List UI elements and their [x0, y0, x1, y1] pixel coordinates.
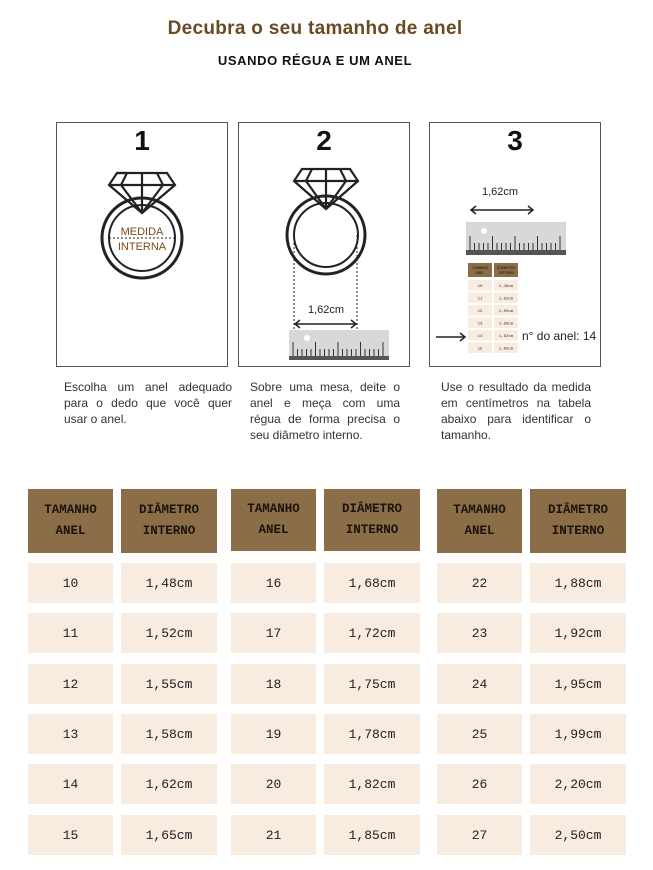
header-diameter	[324, 489, 420, 551]
header-size	[28, 489, 113, 553]
mini-table-header-text: DIÂMETRO	[496, 267, 516, 271]
size-cell: 16	[231, 563, 316, 603]
header-size	[437, 489, 522, 553]
header-text: TAMANHO	[247, 502, 300, 516]
mini-table-header-text: TAMANHO	[472, 267, 488, 271]
header-diameter	[121, 489, 217, 553]
diameter-cell: 1,88cm	[530, 563, 626, 603]
diameter-cell: 1,68cm	[324, 563, 420, 603]
measure-label: 1,62cm	[307, 304, 345, 316]
diameter-cell: 1,58cm	[121, 714, 217, 754]
step-3-panel	[429, 122, 601, 367]
step-number: 2	[316, 125, 332, 156]
size-cell: 25	[437, 714, 522, 754]
step-1-description: Escolha um anel adequado para o dedo que você quer usar o anel.	[64, 380, 232, 426]
diameter-cell: 1,99cm	[530, 714, 626, 754]
step-number: 1	[134, 125, 150, 156]
step-1-panel	[56, 122, 228, 367]
mini-table-cell-text: 1,55cm	[498, 310, 514, 314]
diameter-cell: 1,85cm	[324, 815, 420, 855]
mini-table-header-text: ANEL	[475, 272, 485, 276]
step-2-description: Sobre uma mesa, deite o anel e meça com uma régua de forma precisa o seu diâmetro interno.	[250, 380, 400, 442]
header-text: DIÂMETRO	[138, 503, 199, 517]
diameter-cell: 1,55cm	[121, 664, 217, 704]
mini-table-header-text: INTERNO	[498, 272, 514, 276]
diameter-cell: 1,62cm	[121, 764, 217, 804]
step-2-panel	[238, 122, 410, 367]
diameter-cell: 1,72cm	[324, 613, 420, 653]
size-cell: 14	[28, 764, 113, 804]
header-text: ANEL	[258, 523, 289, 537]
diameter-cell: 1,75cm	[324, 664, 420, 704]
header-text: TAMANHO	[44, 503, 97, 517]
page-subtitle: USANDO RÉGUA E UM ANEL	[217, 53, 413, 68]
diameter-cell: 1,78cm	[324, 714, 420, 754]
mini-table-cell-text: 15	[477, 347, 483, 352]
ring-ruler-icon	[239, 123, 411, 368]
header-text: DIÂMETRO	[547, 503, 608, 517]
mini-table-cell-text: 1,62cm	[498, 335, 514, 339]
ring-label-line2: INTERNA	[117, 241, 167, 253]
mini-table-cell-text: 1,65cm	[498, 347, 514, 352]
mini-table-cell-text: 1,48cm	[498, 285, 514, 289]
size-cell: 21	[231, 815, 316, 855]
mini-table-cell-text: 14	[477, 335, 483, 339]
mini-table-cell-text: 13	[477, 322, 483, 327]
ring-number-pointer: n° do anel: 14	[522, 329, 597, 343]
size-cell: 22	[437, 563, 522, 603]
mini-table-cell-text: 12	[477, 310, 483, 314]
header-text: TAMANHO	[453, 503, 506, 517]
size-cell: 10	[28, 563, 113, 603]
size-cell: 18	[231, 664, 316, 704]
size-cell: 19	[231, 714, 316, 754]
ring-label-line1: MEDIDA	[120, 226, 164, 238]
ring-measure-icon	[57, 123, 229, 368]
diameter-cell: 1,52cm	[121, 613, 217, 653]
header-text: INTERNO	[142, 524, 196, 538]
size-cell: 24	[437, 664, 522, 704]
mini-table-cell-text: 11	[477, 297, 483, 302]
diameter-cell: 1,92cm	[530, 613, 626, 653]
header-text: INTERNO	[345, 523, 399, 537]
size-cell: 11	[28, 613, 113, 653]
mini-table-cell-text: 1,52cm	[498, 297, 514, 302]
header-diameter	[530, 489, 626, 553]
size-cell: 27	[437, 815, 522, 855]
diameter-cell: 1,65cm	[121, 815, 217, 855]
size-cell: 23	[437, 613, 522, 653]
diameter-cell: 1,95cm	[530, 664, 626, 704]
size-cell: 20	[231, 764, 316, 804]
diameter-cell: 2,50cm	[530, 815, 626, 855]
size-cell: 17	[231, 613, 316, 653]
mini-table-cell-text: 10	[477, 285, 483, 289]
header-text: ANEL	[464, 524, 495, 538]
header-text: INTERNO	[551, 524, 605, 538]
size-cell: 12	[28, 664, 113, 704]
page-title: Decubra o seu tamanho de anel	[167, 18, 463, 39]
size-cell: 26	[437, 764, 522, 804]
mini-table-cell-text: 1,58cm	[498, 322, 514, 327]
measure-label: 1,62cm	[481, 186, 519, 198]
size-cell: 13	[28, 714, 113, 754]
step-3-description: Use o resultado da medida em centímetros na tabela abaixo para identificar o tamanho.	[441, 380, 591, 442]
header-text: DIÂMETRO	[341, 502, 402, 516]
diameter-cell: 1,48cm	[121, 563, 217, 603]
size-cell: 15	[28, 815, 113, 855]
header-text: ANEL	[55, 524, 86, 538]
ruler-table-icon	[430, 123, 602, 368]
diameter-cell: 2,20cm	[530, 764, 626, 804]
step-number: 3	[507, 125, 523, 156]
diameter-cell: 1,82cm	[324, 764, 420, 804]
header-size	[231, 489, 316, 551]
